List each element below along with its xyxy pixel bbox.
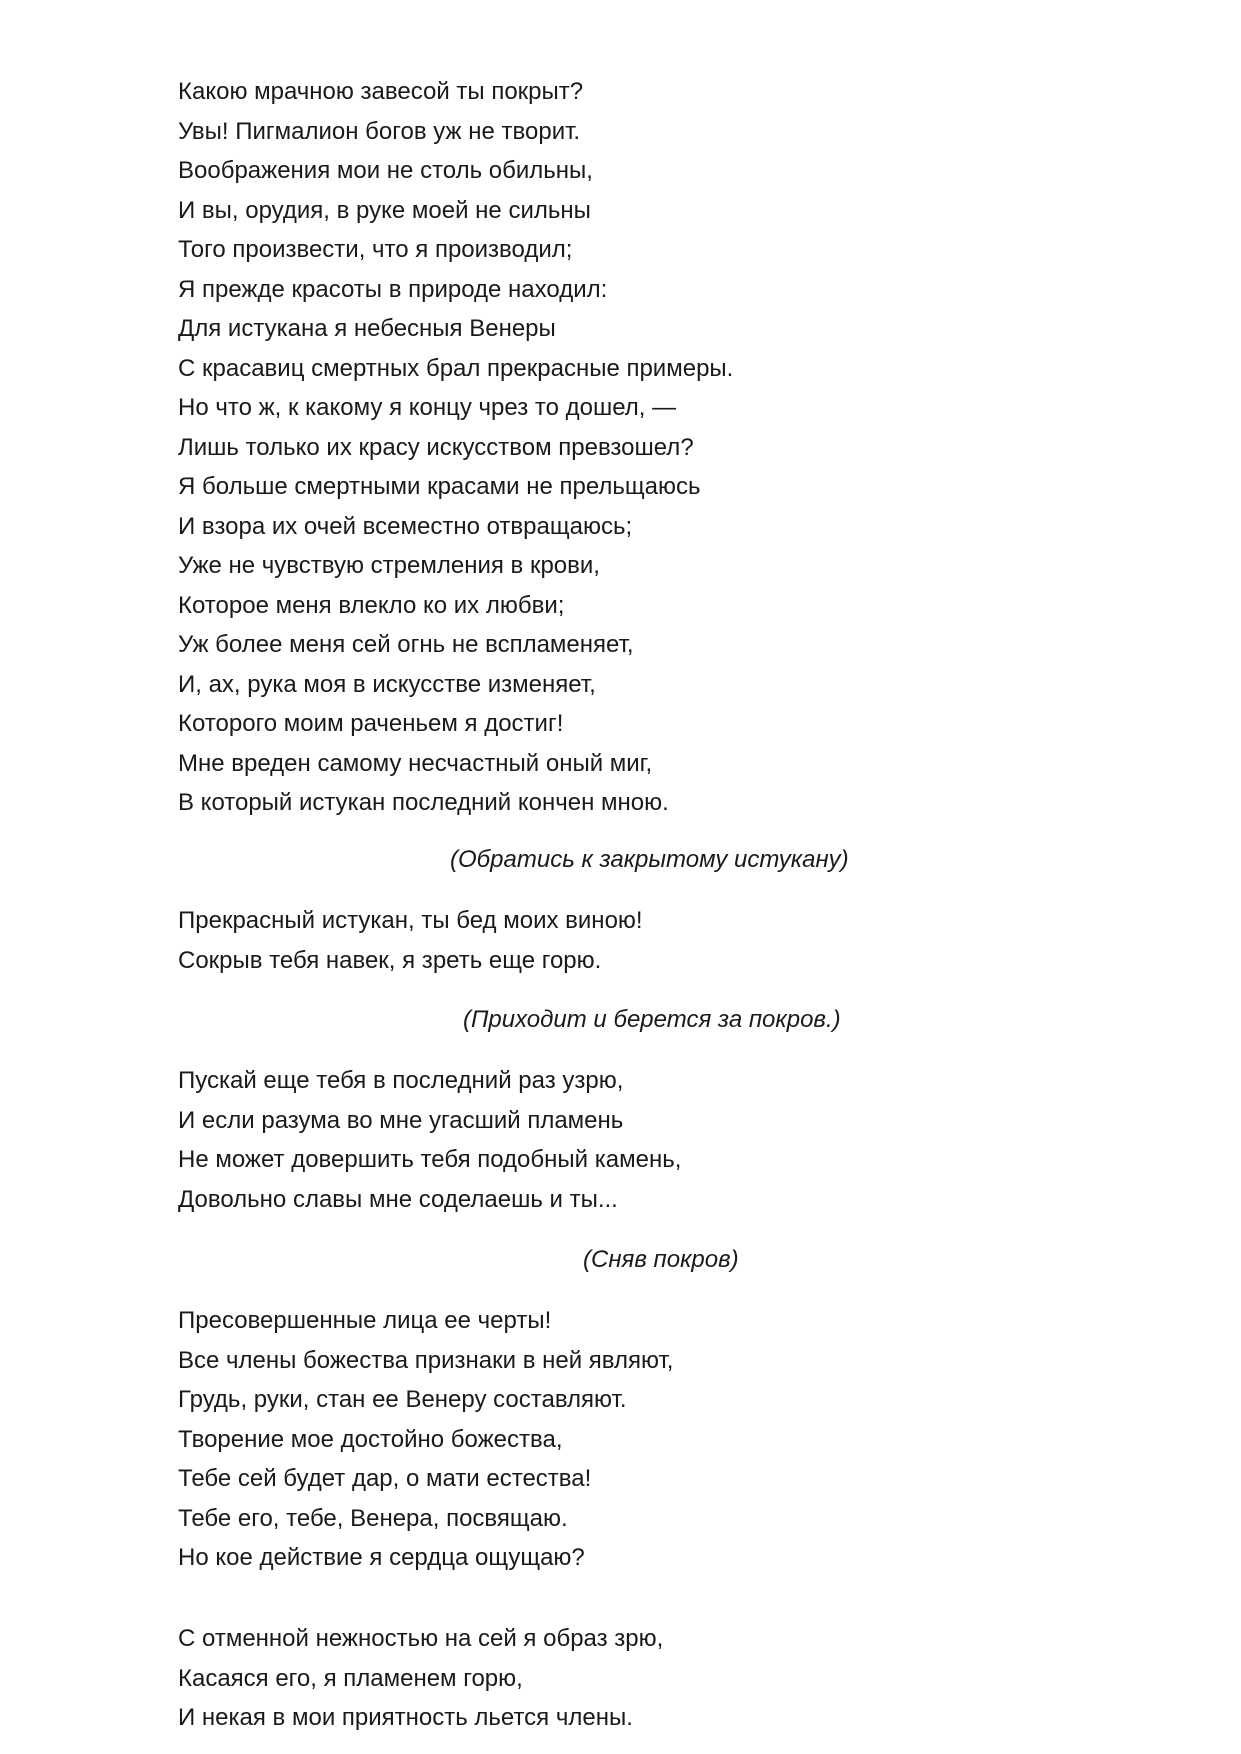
verse-line: Увы! Пигмалион богов уж не творит.	[178, 117, 581, 145]
verse-line: Того произвести, что я производил;	[178, 236, 573, 263]
verse-line: Я больше смертными красами не прельщаюсь	[178, 473, 701, 500]
verse-line: Тебе его, тебе, Венера, посвящаю.	[178, 1504, 568, 1532]
verse-line: Мне вреден самому несчастный оный миг,	[178, 749, 653, 777]
verse-line: Но кое действие я сердца ощущаю?	[178, 1544, 585, 1571]
verse-line: Творение мое достойно божества,	[178, 1425, 563, 1453]
verse-line: Уж более меня сей огнь не вспламеняет,	[178, 631, 634, 658]
verse-line: Какою мрачною завесой ты покрыт?	[178, 78, 584, 105]
verse-line: Но что ж, к какому я концу чрез то дошел, —	[178, 394, 677, 421]
verse-line: И некая в мои приятность льется члены.	[178, 1704, 633, 1731]
stanza	[178, 1301, 673, 1578]
verse-line: Воображения мои не столь обильны,	[178, 157, 593, 184]
verse-line: Для истукана я небесныя Венеры	[178, 315, 556, 342]
stanza	[178, 72, 733, 823]
verse-line: Пускай еще тебя в последний раз узрю,	[178, 1067, 624, 1094]
verse-line: И взора их очей всеместно отвращаюсь;	[178, 512, 633, 540]
verse-line: Пресовершенные лица ее черты!	[178, 1307, 552, 1334]
verse-line: Прекрасный истукан, ты бед моих виною!	[178, 907, 643, 934]
stanza	[178, 901, 643, 980]
verse-line: Сокрыв тебя навек, я зреть еще горю.	[178, 946, 602, 974]
verse-line: И если разума во мне угасший пламень	[178, 1106, 624, 1134]
verse-line: Уже не чувствую стремления в крови,	[178, 552, 600, 579]
verse-line: С отменной нежностью на сей я образ зрю,	[178, 1625, 664, 1652]
verse-line: Грудь, руки, стан ее Венеру составляют.	[178, 1386, 627, 1413]
stanza	[178, 1619, 663, 1738]
stage-direction: (Обратись к закрытому истукану)	[450, 846, 849, 873]
stage-direction: (Приходит и берется за покров.)	[463, 1006, 841, 1033]
verse-line: Все члены божества признаки в ней являют,	[178, 1346, 674, 1374]
verse-line: Касаяся его, я пламенем горю,	[178, 1664, 523, 1692]
verse-line: Тебе сей будет дар, о мати естества!	[178, 1465, 592, 1492]
verse-line: И вы, орудия, в руке моей не сильны	[178, 196, 591, 224]
verse-line: И, ах, рука моя в искусстве изменяет,	[178, 670, 596, 698]
verse-line: Не может довершить тебя подобный камень,	[178, 1146, 682, 1173]
verse-line: С красавиц смертных брал прекрасные примеры.	[178, 354, 734, 382]
verse-line: В который истукан последний кончен мною.	[178, 789, 669, 816]
verse-line: Которое меня влекло ко их любви;	[178, 591, 565, 619]
verse-line: Я прежде красоты в природе находил:	[178, 275, 608, 303]
verse-line: Лишь только их красу искусством превзошел?	[178, 433, 694, 461]
stanza	[178, 1061, 681, 1219]
verse-line: Которого моим раченьем я достиг!	[178, 710, 564, 737]
verse-line: Довольно славы мне соделаешь и ты...	[178, 1185, 618, 1213]
stage-direction: (Сняв покров)	[583, 1246, 739, 1273]
